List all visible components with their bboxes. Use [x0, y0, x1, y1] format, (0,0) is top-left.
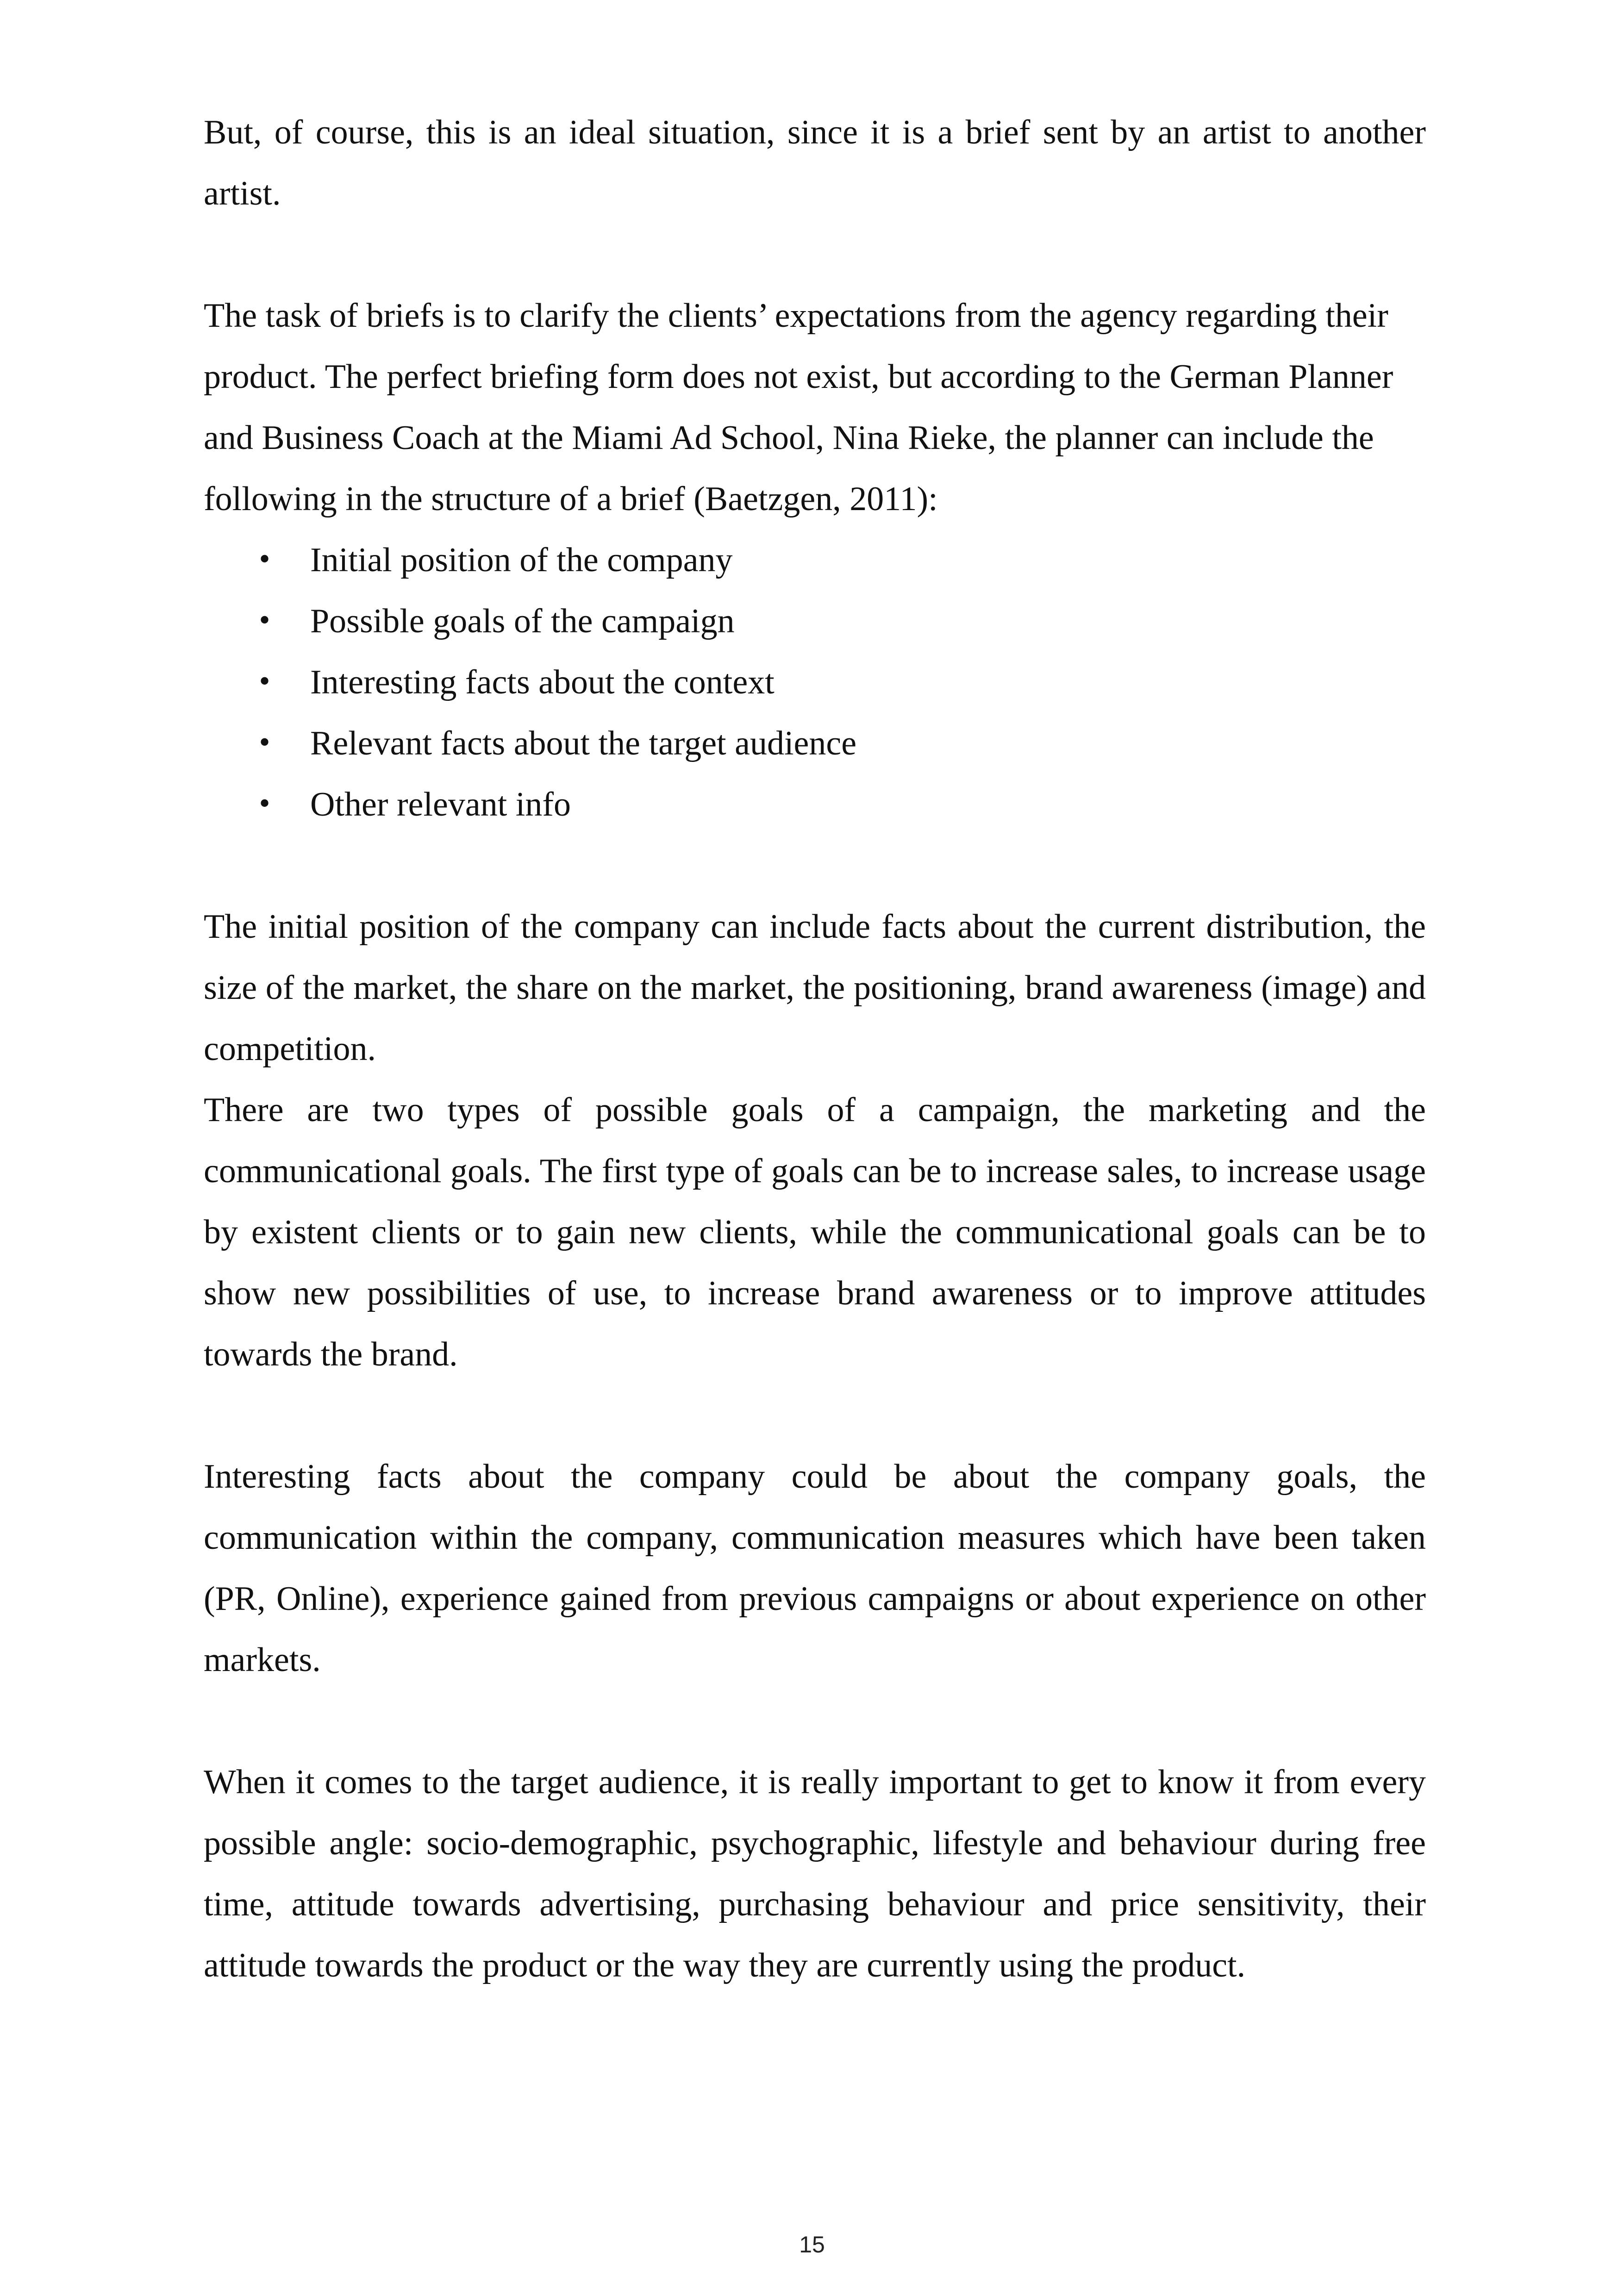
paragraph-task-of-briefs: The task of briefs is to clarify the clients’ expectations from the agency regarding their product. The perfect briefing form does not exist, but according to the German Planner and Business Coach at the Miami Ad School, Nina Rieke, the planner can include the following in the structure of a brief (Baetzgen, 2011):: [204, 297, 1393, 518]
list-item-label: Interesting facts about the context: [310, 663, 775, 701]
paragraph-target-audience: When it comes to the target audience, it is really important to get to know it from every possible angle: socio-demographic, psychographic, lifestyle and behaviour during free time, attitude towards advertising, purchasing behaviour and price sensitivity, their attitude towards the product or the way they are currently using the product.: [204, 1763, 1426, 1984]
list-item: [204, 774, 1426, 835]
paragraph-interesting-facts: Interesting facts about the company could be about the company goals, the communication within the company, communication measures which have been taken (PR, Online), experience gained from previous campaigns or about experience on other markets.: [204, 1458, 1426, 1679]
list-item: [204, 713, 1426, 774]
paragraph-initial-position: The initial position of the company can include facts about the current distribution, the size of the market, the share on the market, the positioning, brand awareness (image) and competition.: [204, 908, 1426, 1068]
brief-structure-list: [204, 530, 1426, 835]
bullet-icon: •: [257, 728, 273, 758]
list-item-label: Other relevant info: [310, 786, 571, 823]
list-item: [204, 530, 1426, 591]
bullet-icon: •: [257, 789, 273, 819]
paragraph-ideal-situation: But, of course, this is an ideal situation, since it is a brief sent by an artist to another artist.: [204, 113, 1426, 212]
list-item-label: Possible goals of the campaign: [310, 602, 735, 640]
list-item: [204, 652, 1426, 713]
page-number: 15: [799, 2232, 825, 2258]
bullet-icon: •: [257, 545, 273, 575]
list-item-label: Relevant facts about the target audience: [310, 724, 857, 762]
list-item: [204, 591, 1426, 652]
paragraph-goals-types: There are two types of possible goals of a campaign, the marketing and the communicational goals. The first type of goals can be to increase sales, to increase usage by existent clients or to gain new clients, while the communicational goals can be to show new possibilities of use, to increase brand awareness or to improve attitudes towards the brand.: [204, 1091, 1426, 1373]
list-item-label: Initial position of the company: [310, 541, 733, 579]
bullet-icon: •: [257, 667, 273, 697]
bullet-icon: •: [257, 606, 273, 636]
page-body: [204, 102, 1426, 1996]
